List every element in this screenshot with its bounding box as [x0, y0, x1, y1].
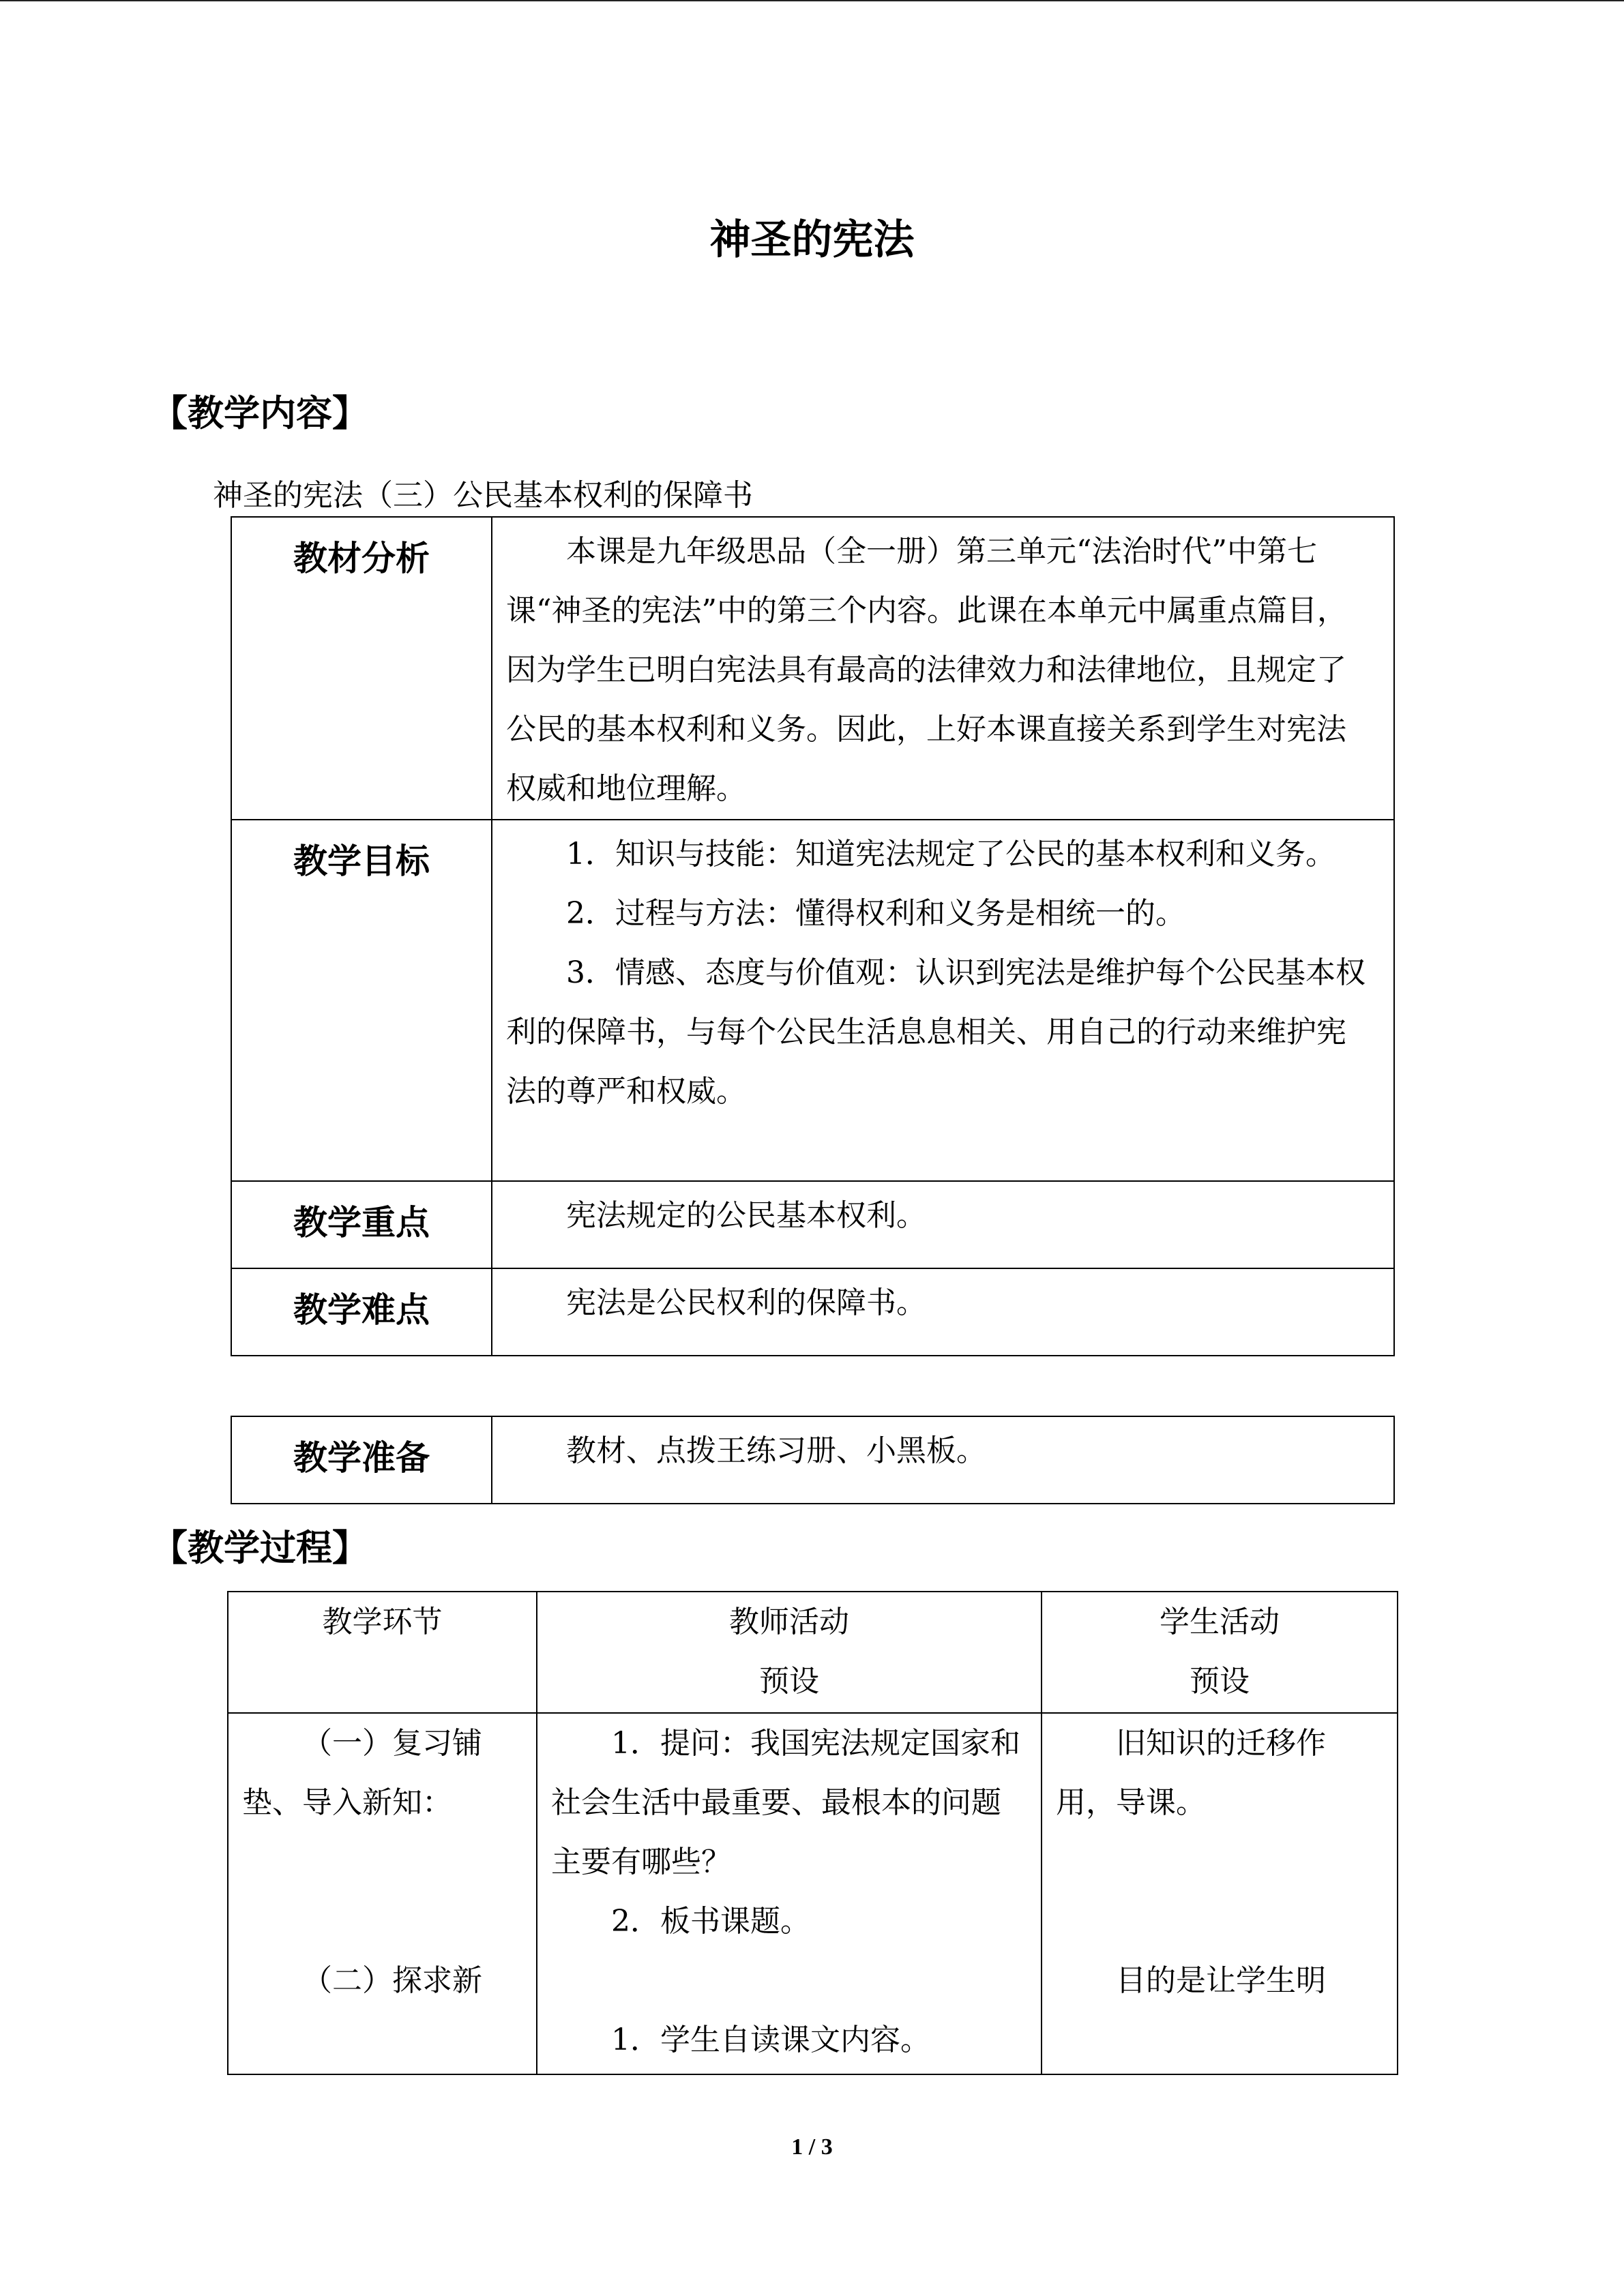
info-content [492, 517, 1394, 820]
info-row-key-points [231, 1181, 1394, 1268]
stage-cell [228, 1713, 537, 2074]
info-label: 教材分析 [231, 517, 492, 820]
page-top-rule [0, 0, 1624, 1]
teacher-cell [537, 1713, 1042, 2074]
stage-text: （二）探求新 [302, 1963, 482, 1998]
teacher-text: 1．学生自读课文内容。 [611, 2023, 930, 2057]
process-row [228, 1713, 1398, 2074]
info-paragraph: 本课是九年级思品（全一册）第三单元“法治时代”中第七课“神圣的宪法”中的第三个内容。此课在本单元中属重点篇目，因为学生已明白宪法具有最高的法律效力和法律地位，且规定了公民的基本权利和义务。因此，上好本课直接关系到学生对宪法权威和地位理解。 [506, 534, 1347, 806]
info-row-analysis [231, 517, 1394, 820]
prep-row [231, 1416, 1394, 1504]
stage-text: （一）复习铺垫、导入新知： [242, 1726, 482, 1820]
info-content [492, 820, 1394, 1181]
prep-label: 教学准备 [231, 1416, 492, 1504]
info-label: 教学难点 [231, 1268, 492, 1356]
header-stage: 教学环节 [228, 1592, 537, 1713]
header-student: 学生活动 预设 [1042, 1592, 1398, 1713]
prep-text: 教材、点拨王练习册、小黑板。 [566, 1433, 986, 1468]
info-paragraph: 1．知识与技能：知道宪法规定了公民的基本权利和义务。 [566, 837, 1335, 871]
student-text: 目的是让学生明 [1116, 1963, 1326, 1998]
info-paragraph: 2．过程与方法：懂得权利和义务是相统一的。 [566, 896, 1185, 931]
process-table [227, 1591, 1398, 2075]
preparation-table [231, 1416, 1395, 1504]
info-content [492, 1181, 1394, 1268]
info-row-difficulties [231, 1268, 1394, 1356]
info-label: 教学目标 [231, 820, 492, 1181]
info-label: 教学重点 [231, 1181, 492, 1268]
info-paragraph: 3．情感、态度与价值观：认识到宪法是维护每个公民基本权利的保障书，与每个公民生活息息相关、用自己的行动来维护宪法的尊严和权威。 [506, 955, 1365, 1109]
page-number: 1 / 3 [791, 2134, 833, 2160]
info-paragraph: 宪法是公民权利的保障书。 [566, 1285, 926, 1320]
teacher-text: 2．板书课题。 [611, 1904, 810, 1939]
info-content [492, 1268, 1394, 1356]
section-heading-content: 【教学内容】 [151, 393, 368, 434]
student-cell [1042, 1713, 1398, 2074]
teacher-text: 1．提问：我国宪法规定国家和社会生活中最重要、最根本的问题主要有哪些？ [551, 1726, 1020, 1879]
section-heading-process: 【教学过程】 [151, 1527, 368, 1569]
info-paragraph: 宪法规定的公民基本权利。 [566, 1198, 926, 1233]
page-title: 神圣的宪法 [709, 216, 915, 264]
student-text: 旧知识的迁移作用，导课。 [1056, 1726, 1326, 1820]
info-row-objectives [231, 820, 1394, 1181]
lesson-subtitle: 神圣的宪法（三）公民基本权利的保障书 [213, 478, 753, 513]
prep-content [492, 1416, 1394, 1504]
header-teacher: 教师活动 预设 [537, 1592, 1042, 1713]
process-header-row [228, 1592, 1398, 1713]
lesson-info-table [231, 516, 1395, 1356]
